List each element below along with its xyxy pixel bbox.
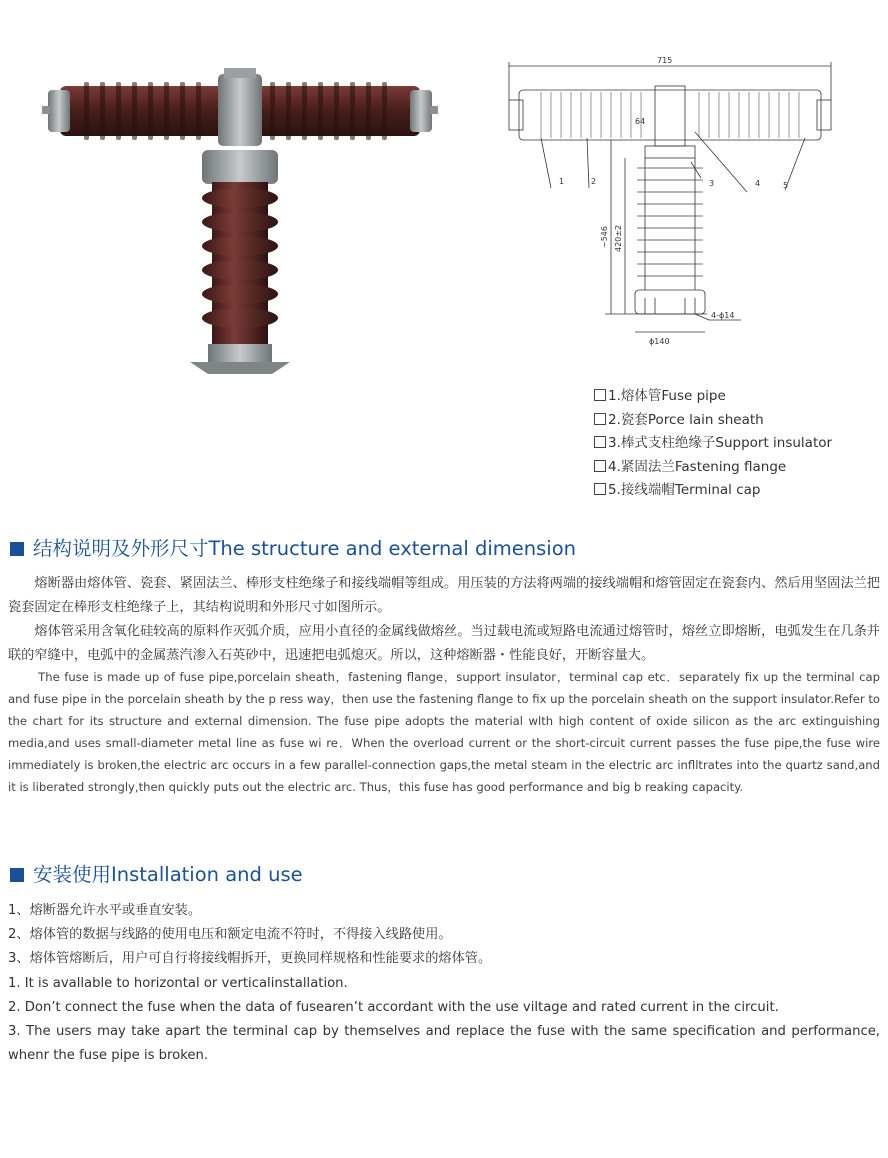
legend-item [594, 479, 832, 503]
installation-list [8, 899, 880, 1068]
list-item: 3、熔体管熔断后，用户可自行将接线帽拆开，更换同样规格和性能要求的熔体管。 [8, 951, 492, 967]
parts-legend [594, 385, 832, 503]
structure-paragraph-cn-2: 熔体管采用含氧化硅较高的原料作灭弧介质，应用小直径的金属线做熔丝。当过载电流或短路电流通过熔管时，熔丝立即熔断，电弧发生在几条并联的窄缝中，电弧中的金属蒸汽渗入石英砂中，迅速把电弧熄灭。所以，这种熔断器・性能良好，开断容量大。 [8, 624, 880, 664]
dim-holes-label: 4-ϕ14 [711, 311, 735, 320]
checkbox-icon [594, 460, 606, 472]
legend-item-label: 3.棒式支柱绝缘子Support insulator [608, 435, 833, 452]
callout-3: 3 [709, 179, 715, 188]
square-bullet-icon [10, 542, 24, 556]
list-item: 2. Don’t connect the fuse when the data of fusearen’t accordant with the use viltage and rated current in the circuit. [8, 999, 779, 1015]
dim-insulator-label: 420±2 [614, 224, 623, 252]
list-item: 2、熔体管的数据与线路的使用电压和额定电流不符时，不得接入线路使用。 [8, 927, 452, 943]
list-item: 1、熔断器允许水平或垂直安装。 [8, 903, 202, 918]
dim-width-label: 715 [657, 56, 673, 65]
callout-5: 5 [783, 181, 789, 190]
section-title-structure [10, 533, 576, 561]
dim-top-label: 64 [635, 117, 646, 126]
dimension-drawing [495, 52, 845, 352]
legend-item [594, 432, 832, 456]
section-title-text: 结构说明及外形尺寸The structure and external dimension [33, 537, 576, 560]
checkbox-icon [594, 436, 606, 448]
callout-2: 2 [591, 177, 597, 186]
callout-4: 4 [755, 179, 761, 188]
legend-item-label: 1.熔体管Fuse pipe [608, 388, 726, 404]
section-title-installation [10, 859, 303, 887]
square-bullet-icon [10, 868, 24, 882]
section-title-text: 安装使用Installation and use [33, 863, 303, 886]
dim-height-label: ~546 [600, 226, 609, 248]
product-photo [40, 58, 440, 378]
legend-item-label: 5.接线端帽Terminal cap [608, 482, 761, 499]
legend-item [594, 456, 832, 480]
structure-paragraph-en: The fuse is made up of fuse pipe,porcelain sheath，fastening flange，support insulator，terminal cap etc．separately fix up the terminal cap and fuse pipe in the porcelain sheath by the p ress way，then use the fastening flange to fix up the porcelain sheath on the support insulator.Refer to the chart for its structure and external dimension. The fuse pipe adopts the material wlth high content of oxide silicon as the arc extinguishing media,and uses small-diameter metal line as fuse wi re．When the overload current or the short-circuit current passes the fuse pipe,the fuse wire immediately is broken,the electric arc occurs in a few parallel-connection gaps,the metal steam in the electric arc inflltrates into the quartz sand,and it is liberated strongly,then quickly puts out the electric arc. Thus，this fuse has good performance and big b reaking capacity. [8, 670, 880, 794]
structure-paragraph-cn-1: 熔断器由熔体管、瓷套、紧固法兰、棒形支柱绝缘子和接线端帽等组成。用压装的方法将两端的接线端帽和熔管固定在瓷套内、然后用坚固法兰把瓷套固定在棒形支柱绝缘子上，其结构说明和外形尺寸如图所示。 [8, 576, 880, 616]
callout-1: 1 [559, 177, 565, 186]
legend-item-label: 4.紧固法兰Fastening flange [608, 458, 787, 475]
checkbox-icon [594, 483, 606, 495]
list-item: 1. It is avallable to horizontal or verticalinstallation. [8, 975, 348, 991]
checkbox-icon [594, 389, 606, 401]
legend-item [594, 409, 832, 433]
list-item: 3. The users may take apart the terminal cap by themselves and replace the fuse with the same specification and performance, whenr the fuse pipe is broken. [8, 1024, 880, 1064]
checkbox-icon [594, 413, 606, 425]
dim-base-label: ϕ140 [649, 337, 670, 346]
legend-item-label: 2.瓷套Porce lain sheath [608, 411, 764, 428]
legend-item [594, 385, 832, 409]
